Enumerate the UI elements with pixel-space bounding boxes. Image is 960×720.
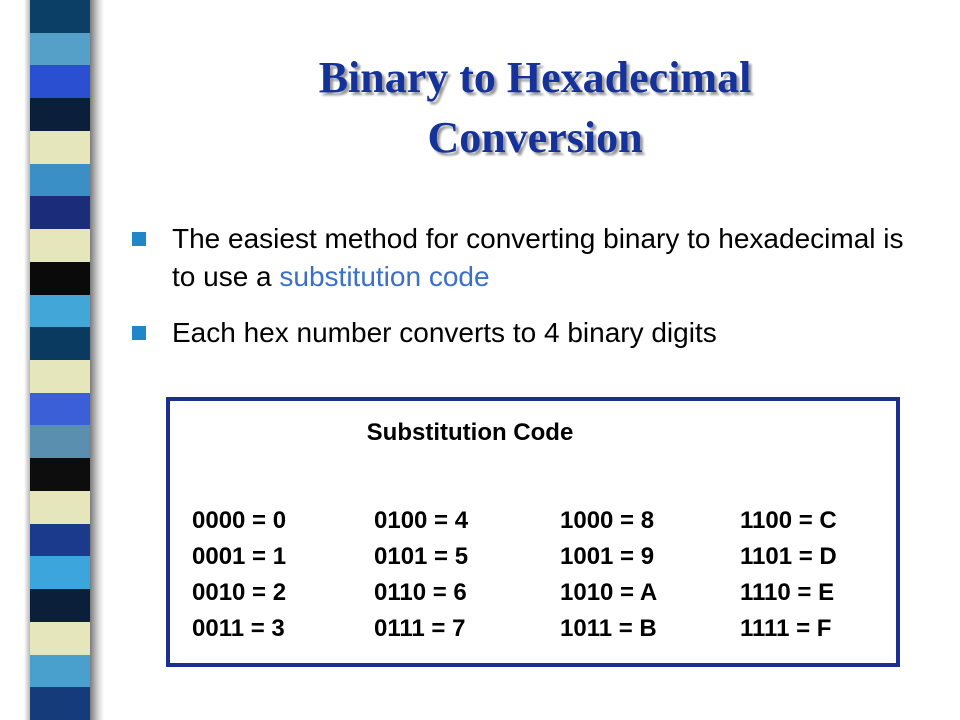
stripe-block — [30, 33, 90, 67]
table-cell: 0011 = 3 — [192, 615, 285, 642]
stripe-block — [30, 687, 90, 720]
bullet-item-2 — [132, 314, 922, 352]
stripe-block — [30, 655, 90, 689]
table-cell: 0110 = 6 — [374, 579, 467, 606]
stripe-block — [30, 393, 90, 427]
stripe-block — [30, 229, 90, 263]
stripe-block — [30, 0, 90, 34]
square-bullet-icon — [132, 232, 146, 246]
stripe-block — [30, 491, 90, 525]
stripe-block — [30, 458, 90, 492]
table-cell: 1010 = A — [560, 579, 658, 606]
slide-title-line1: Binary to Hexadecimal — [318, 53, 752, 102]
stripe-block — [30, 131, 90, 165]
table-cell: 1000 = 8 — [560, 507, 655, 534]
slide-title-line2: Conversion — [427, 113, 643, 162]
stripe-block — [30, 589, 90, 623]
table-column-3 — [560, 503, 730, 647]
stripe-block — [30, 196, 90, 230]
table-cell: 0001 = 1 — [192, 543, 287, 570]
bullet-highlight-text: substitution code — [279, 261, 490, 292]
table-column-4 — [740, 503, 910, 647]
table-cell: 0100 = 4 — [374, 507, 469, 534]
square-bullet-icon — [132, 326, 146, 340]
stripe-block — [30, 327, 90, 361]
stripe-block — [30, 295, 90, 329]
stripe-block — [30, 262, 90, 296]
table-cell: 0010 = 2 — [192, 579, 287, 606]
stripe-block — [30, 622, 90, 656]
table-column-2 — [374, 503, 544, 647]
table-cell: 0111 = 7 — [374, 615, 466, 642]
bullet-text: Each hex number converts to 4 binary digits — [172, 317, 717, 348]
table-title: Substitution Code — [366, 419, 574, 446]
table-cell: 0101 = 5 — [374, 543, 469, 570]
stripe-block — [30, 425, 90, 459]
decorative-stripe-bar — [0, 0, 110, 720]
stripe-block — [30, 360, 90, 394]
stripe-shadow-right — [90, 0, 104, 720]
table-cell: 1011 = B — [560, 615, 657, 642]
slide-title — [140, 48, 930, 168]
table-column-1 — [192, 503, 362, 647]
stripe-column — [30, 0, 90, 720]
bullet-text: The easiest method for converting binary to hexadecimal is to use a — [172, 223, 904, 292]
stripe-block — [30, 98, 90, 132]
table-cell: 1110 = E — [740, 579, 835, 606]
table-grid — [192, 503, 882, 643]
stripe-block — [30, 524, 90, 558]
stripe-block — [30, 65, 90, 99]
table-cell: 1111 = F — [740, 615, 832, 642]
substitution-code-table — [166, 397, 900, 667]
table-cell: 0000 = 0 — [192, 507, 287, 534]
stripe-block — [30, 164, 90, 198]
table-cell: 1100 = C — [740, 507, 837, 534]
table-cell: 1101 = D — [740, 543, 837, 570]
bullet-list — [132, 220, 922, 370]
bullet-item-1 — [132, 220, 922, 296]
stripe-block — [30, 556, 90, 590]
table-cell: 1001 = 9 — [560, 543, 655, 570]
